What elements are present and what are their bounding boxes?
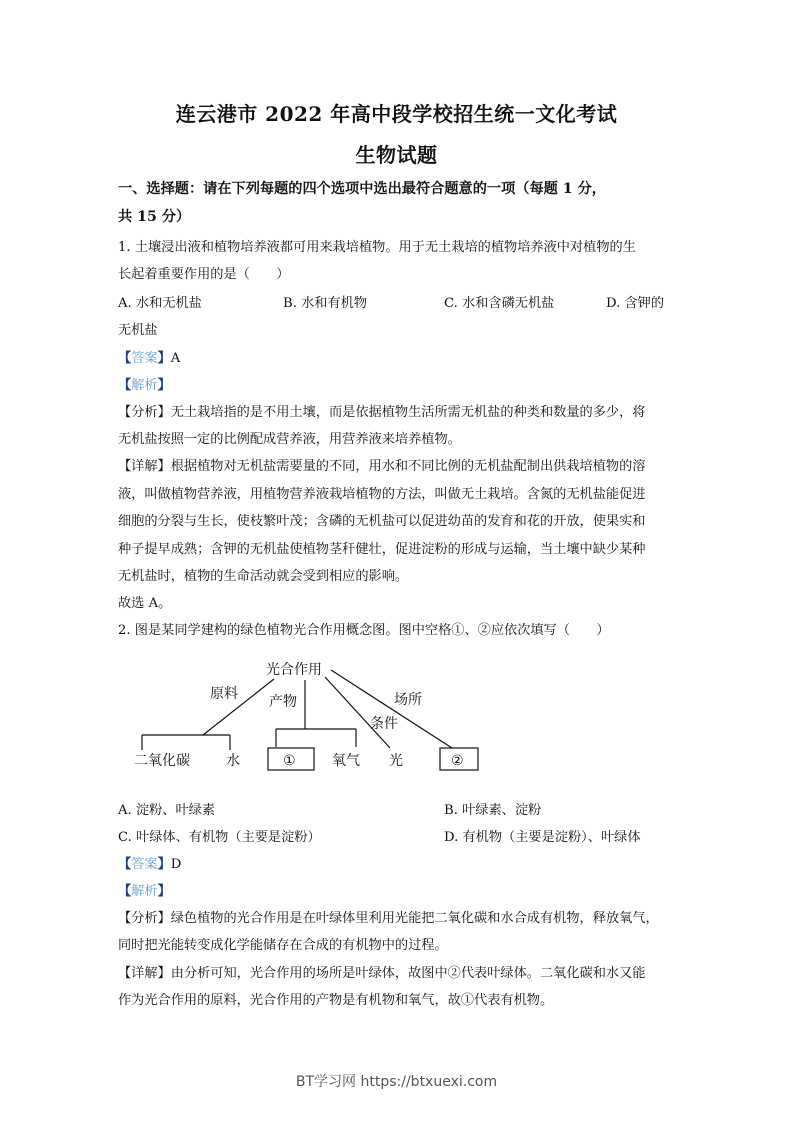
answer-tag-close: 】 bbox=[157, 857, 171, 872]
answer-tag: 答案 bbox=[131, 857, 158, 872]
diagram-branch-condition: 条件 bbox=[370, 716, 398, 732]
analysis-tag-close: 】 bbox=[157, 884, 171, 899]
answer-tag-close: 】 bbox=[157, 351, 171, 366]
analysis-tag-open: 【 bbox=[118, 378, 132, 393]
fenxi-tag: 【分析】 bbox=[118, 405, 171, 420]
q1-xiangjie-line2: 液，叫做植物营养液，用植物营养液栽培植物的方法，叫做无土栽培。含氮的无机盐能促进 bbox=[118, 487, 646, 502]
diagram-root-label: 光合作用 bbox=[266, 662, 322, 678]
q1-analysis-heading bbox=[118, 377, 678, 395]
answer-tag-open: 【 bbox=[118, 857, 132, 872]
q1-stem-line1: 1. 土壤浸出液和植物培养液都可用来栽培植物。用于无土栽培的植物培养液中对植物的生 bbox=[118, 240, 636, 255]
diagram-leaf-co2: 二氧化碳 bbox=[134, 753, 190, 769]
footer-watermark: BT学习网 https://btxuexi.com bbox=[295, 1074, 498, 1090]
section-heading-cont: 共 15 分） bbox=[118, 209, 191, 225]
answer-tag: 答案 bbox=[131, 351, 158, 366]
section-heading: 一、选择题：请在下列每题的四个选项中选出最符合题意的一项（每题 1 分， bbox=[118, 181, 606, 197]
q1-stem-line2: 长起着重要作用的是（ ） bbox=[118, 267, 290, 282]
q1-answer bbox=[118, 350, 678, 368]
q1-option-a: A. 水和无机盐 bbox=[118, 296, 202, 311]
analysis-tag: 解析 bbox=[131, 378, 158, 393]
analysis-tag: 解析 bbox=[131, 884, 158, 899]
q2-option-b: B. 叶绿素、淀粉 bbox=[444, 803, 542, 818]
q2-analysis-heading bbox=[118, 883, 678, 901]
page-subtitle: 生物试题 bbox=[355, 143, 438, 167]
answer-value: D bbox=[170, 857, 182, 872]
q2-option-d: D. 有机物（主要是淀粉）、叶绿体 bbox=[444, 830, 641, 845]
q1-fenxi-line2: 无机盐按照一定的比例配成营养液，用营养液来培养植物。 bbox=[118, 432, 461, 447]
q1-xiangjie-line1 bbox=[118, 458, 678, 476]
analysis-tag-close: 】 bbox=[157, 378, 171, 393]
diagram-leaf-oxygen: 氧气 bbox=[332, 753, 360, 769]
diagram-branch-place: 场所 bbox=[394, 692, 422, 708]
q1-option-c: C. 水和含磷无机盐 bbox=[444, 296, 555, 311]
q2-option-c: C. 叶绿体、有机物（主要是淀粉） bbox=[118, 830, 321, 845]
answer-value: A bbox=[170, 351, 181, 366]
fenxi-text: 绿色植物的光合作用是在叶绿体里利用光能把二氧化碳和水合成有机物，释放氧气， bbox=[170, 911, 659, 926]
q2-fenxi-line2: 同时把光能转变成化学能储存在合成的有机物中的过程。 bbox=[118, 938, 448, 953]
q1-option-b: B. 水和有机物 bbox=[283, 296, 368, 311]
q2-xiangjie-line2: 作为光合作用的原料，光合作用的产物是有机物和氧气，故①代表有机物。 bbox=[118, 993, 554, 1008]
diagram-blank-1: ① bbox=[283, 753, 296, 769]
page-title: 连云港市 2022 年高中段学校招生统一文化考试 bbox=[175, 102, 618, 126]
q1-xiangjie-line4: 种子提早成熟；含钾的无机盐使植物茎秆健壮，促进淀粉的形成与运输，当土壤中缺少某种 bbox=[118, 542, 646, 557]
q1-conclusion: 故选 A。 bbox=[118, 596, 172, 611]
q1-option-d: D. 含钾的 bbox=[606, 296, 665, 311]
photosynthesis-concept-diagram bbox=[128, 652, 488, 782]
q1-fenxi-line1 bbox=[118, 404, 678, 422]
xiangjie-text: 由分析可知，光合作用的场所是叶绿体，故图中②代表叶绿体。二氧化碳和水又能 bbox=[170, 966, 646, 981]
answer-tag-open: 【 bbox=[118, 351, 132, 366]
q1-option-d-wrap: 无机盐 bbox=[118, 323, 158, 338]
q1-xiangjie-line5: 无机盐时，植物的生命活动就会受到相应的影响。 bbox=[118, 569, 409, 584]
diagram-leaf-light: 光 bbox=[389, 753, 403, 769]
xiangjie-tag: 【详解】 bbox=[118, 966, 171, 981]
q1-xiangjie-line3: 细胞的分裂与生长，使枝繁叶茂；含磷的无机盐可以促进幼苗的发育和花的开放，使果实和 bbox=[118, 514, 646, 529]
diagram-blank-2: ② bbox=[451, 753, 464, 769]
q2-fenxi-line1 bbox=[118, 910, 678, 928]
fenxi-text: 无土栽培指的是不用土壤，而是依据植物生活所需无机盐的种类和数量的多少，将 bbox=[170, 405, 646, 420]
analysis-tag-open: 【 bbox=[118, 884, 132, 899]
diagram-leaf-water: 水 bbox=[226, 753, 240, 769]
diagram-branch-raw: 原料 bbox=[210, 686, 238, 702]
xiangjie-tag: 【详解】 bbox=[118, 459, 171, 474]
fenxi-tag: 【分析】 bbox=[118, 911, 171, 926]
diagram-branch-product: 产物 bbox=[269, 694, 297, 710]
xiangjie-text: 根据植物对无机盐需要量的不同，用水和不同比例的无机盐配制出供栽培植物的溶 bbox=[170, 459, 646, 474]
q2-stem: 2. 图是某同学建构的绿色植物光合作用概念图。图中空格①、②应依次填写（ ） bbox=[118, 623, 610, 638]
q2-answer bbox=[118, 856, 678, 874]
q2-option-a: A. 淀粉、叶绿素 bbox=[118, 803, 216, 818]
q2-xiangjie-line1 bbox=[118, 965, 678, 983]
